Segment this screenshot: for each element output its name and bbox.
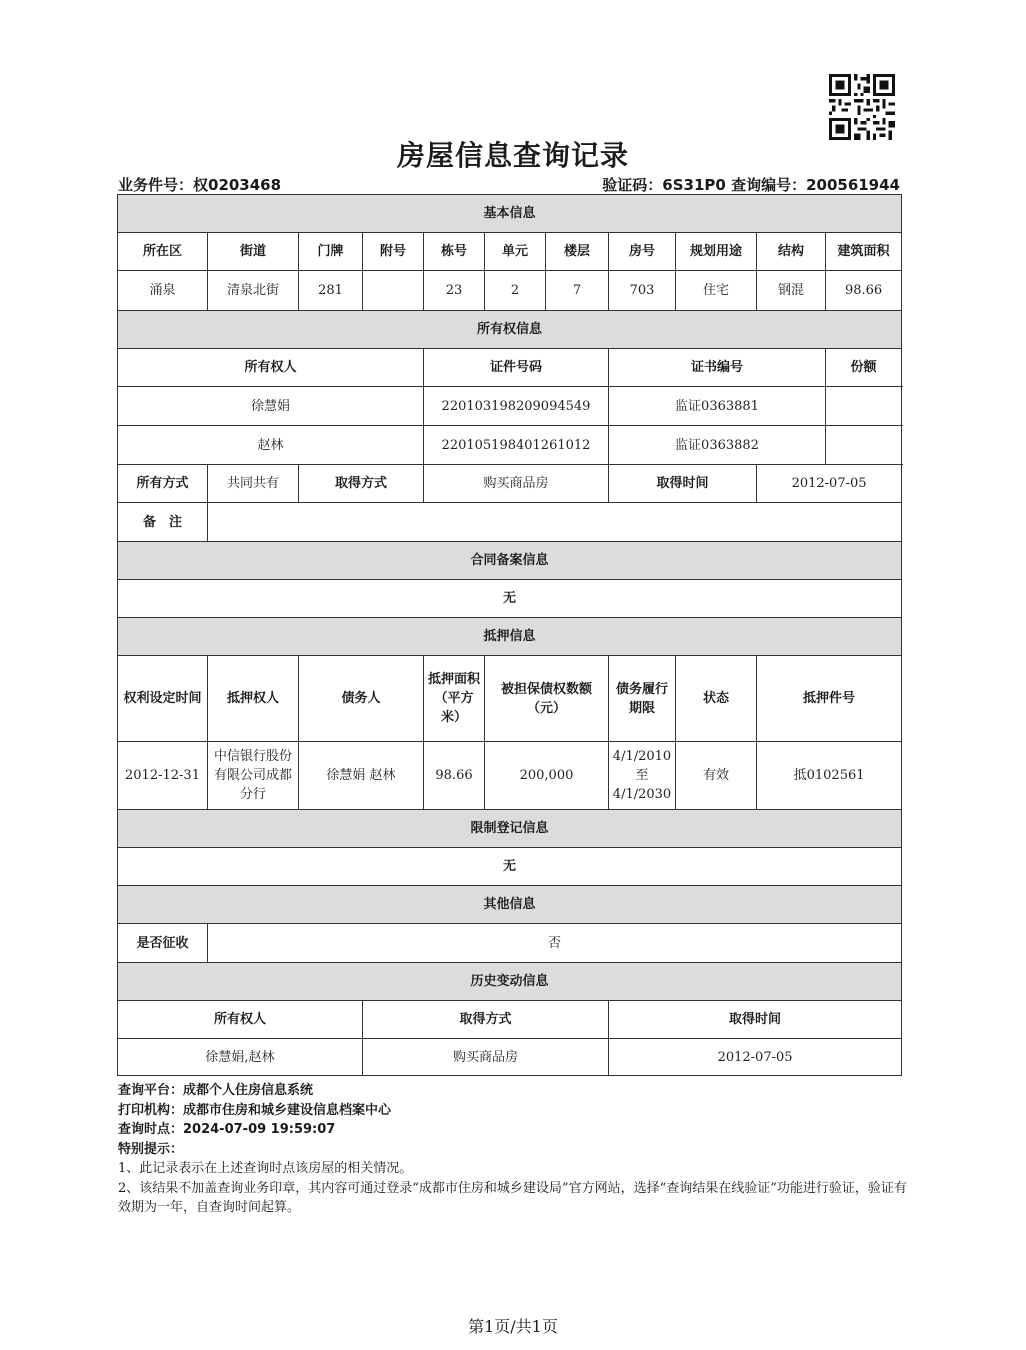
expropriation-row	[118, 924, 902, 963]
page-footer: 第1页/共1页	[468, 1317, 558, 1336]
mortgage-row	[118, 742, 902, 810]
usage-value: 住宅	[676, 271, 757, 311]
special-tip-2: 2、该结果不加盖查询业务印章，其内容可通过登录“成都市住房和城乡建设局”官方网站，选择“查询结果在线验证”功能进行验证，验证有效期为一年，自查询时间起算。	[118, 1180, 907, 1215]
owner-name: 赵林	[118, 426, 424, 465]
ownership-header: 证件号码	[424, 349, 609, 387]
ownership-header: 证书编号	[609, 349, 826, 387]
basic-header: 结构	[757, 233, 826, 271]
ownership-section-row	[118, 311, 902, 349]
basic-header: 所在区	[118, 233, 208, 271]
owner-certificate-number: 监证0363881	[609, 387, 826, 426]
mortgage-header-row	[118, 656, 902, 742]
mortgage-status: 有效	[676, 742, 757, 810]
mortgage-section-title: 抵押信息	[118, 618, 902, 656]
basic-value-row	[118, 271, 902, 311]
unit-value: 2	[485, 271, 546, 311]
mortgage-header: 债务履行期限	[609, 656, 676, 742]
print-organization: 打印机构：成都市住房和城乡建设信息档案中心	[118, 1102, 392, 1118]
mortgagee: 中信银行股份有限公司成都分行	[208, 742, 299, 810]
special-tip-1: 1、此记录表示在上述查询时点该房屋的相关情况。	[118, 1161, 413, 1176]
ownership-method-label: 所有方式	[118, 465, 208, 503]
mortgage-section-row	[118, 618, 902, 656]
structure-value: 钢混	[757, 271, 826, 311]
business-number: 业务件号：权0203468	[118, 176, 282, 194]
history-header: 取得时间	[609, 1001, 902, 1039]
building-value: 23	[424, 271, 485, 311]
other-section-title: 其他信息	[118, 886, 902, 924]
remark-row	[118, 503, 902, 542]
history-acquire-method: 购买商品房	[363, 1039, 609, 1076]
query-time: 查询时点：2024-07-09 19:59:07	[118, 1122, 336, 1137]
acquire-method-value: 购买商品房	[424, 465, 609, 503]
owner-id-number: 220103198209094549	[424, 387, 609, 426]
basic-header: 建筑面积	[826, 233, 902, 271]
debtor: 徐慧娟 赵林	[299, 742, 424, 810]
expropriation-label: 是否征收	[118, 924, 208, 963]
qr-code	[829, 74, 895, 140]
district-value: 涌泉	[118, 271, 208, 311]
basic-header: 规划用途	[676, 233, 757, 271]
contract-section-row	[118, 542, 902, 580]
contract-value: 无	[118, 580, 902, 618]
floor-value: 7	[546, 271, 609, 311]
owner-id-number: 220105198401261012	[424, 426, 609, 465]
secured-amount: 200,000	[485, 742, 609, 810]
ownership-header-row	[118, 349, 902, 387]
verify-and-query-number: 验证码：6S31P0 查询编号：200561944	[602, 176, 900, 194]
remark-label: 备 注	[118, 503, 208, 542]
mortgage-header: 债务人	[299, 656, 424, 742]
contract-section-title: 合同备案信息	[118, 542, 902, 580]
restriction-value-row	[118, 848, 902, 886]
area-value: 98.66	[826, 271, 902, 311]
owner-certificate-number: 监证0363882	[609, 426, 826, 465]
history-header: 取得方式	[363, 1001, 609, 1039]
record-table	[117, 194, 902, 1076]
basic-header: 房号	[609, 233, 676, 271]
room-value: 703	[609, 271, 676, 311]
basic-section-row	[118, 195, 902, 233]
restriction-section-title: 限制登记信息	[118, 810, 902, 848]
ownership-header: 份额	[826, 349, 902, 387]
basic-header: 栋号	[424, 233, 485, 271]
page-title: 房屋信息查询记录	[396, 139, 629, 172]
restriction-section-row	[118, 810, 902, 848]
door-number-value: 281	[299, 271, 363, 311]
acquire-method-label: 取得方式	[299, 465, 424, 503]
acquire-time-value: 2012-07-05	[757, 465, 902, 503]
sub-number-value	[363, 271, 424, 311]
debt-term: 4/1/2010至4/1/2030	[609, 742, 676, 810]
ownership-row	[118, 387, 902, 426]
basic-section-title: 基本信息	[118, 195, 902, 233]
ownership-header: 所有权人	[118, 349, 424, 387]
mortgage-header: 抵押面积（平方米）	[424, 656, 485, 742]
history-row	[118, 1039, 902, 1076]
special-tip-title: 特别提示：	[118, 1141, 184, 1157]
history-section-row	[118, 963, 902, 1001]
mortgage-header: 状态	[676, 656, 757, 742]
query-platform: 查询平台：成都个人住房信息系统	[118, 1083, 314, 1098]
history-owner: 徐慧娟,赵林	[118, 1039, 363, 1076]
basic-header: 门牌	[299, 233, 363, 271]
mortgage-header: 被担保债权数额（元）	[485, 656, 609, 742]
street-value: 清泉北街	[208, 271, 299, 311]
history-header: 所有权人	[118, 1001, 363, 1039]
contract-value-row	[118, 580, 902, 618]
owner-share	[826, 387, 902, 426]
mortgage-header: 抵押权人	[208, 656, 299, 742]
history-section-title: 历史变动信息	[118, 963, 902, 1001]
basic-header: 附号	[363, 233, 424, 271]
mortgage-area: 98.66	[424, 742, 485, 810]
basic-header-row	[118, 233, 902, 271]
expropriation-value: 否	[208, 924, 902, 963]
ownership-section-title: 所有权信息	[118, 311, 902, 349]
acquire-time-label: 取得时间	[609, 465, 757, 503]
restriction-value: 无	[118, 848, 902, 886]
history-acquire-time: 2012-07-05	[609, 1039, 902, 1076]
ownership-method-value: 共同共有	[208, 465, 299, 503]
ownership-method-row	[118, 465, 902, 503]
mortgage-set-date: 2012-12-31	[118, 742, 208, 810]
owner-share	[826, 426, 902, 465]
other-section-row	[118, 886, 902, 924]
owner-name: 徐慧娟	[118, 387, 424, 426]
mortgage-header: 抵押件号	[757, 656, 902, 742]
basic-header: 街道	[208, 233, 299, 271]
basic-header: 单元	[485, 233, 546, 271]
basic-header: 楼层	[546, 233, 609, 271]
ownership-row	[118, 426, 902, 465]
notes-block	[118, 1081, 908, 1218]
mortgage-header: 权利设定时间	[118, 656, 208, 742]
history-header-row	[118, 1001, 902, 1039]
mortgage-number: 抵0102561	[757, 742, 902, 810]
remark-value	[208, 503, 902, 542]
